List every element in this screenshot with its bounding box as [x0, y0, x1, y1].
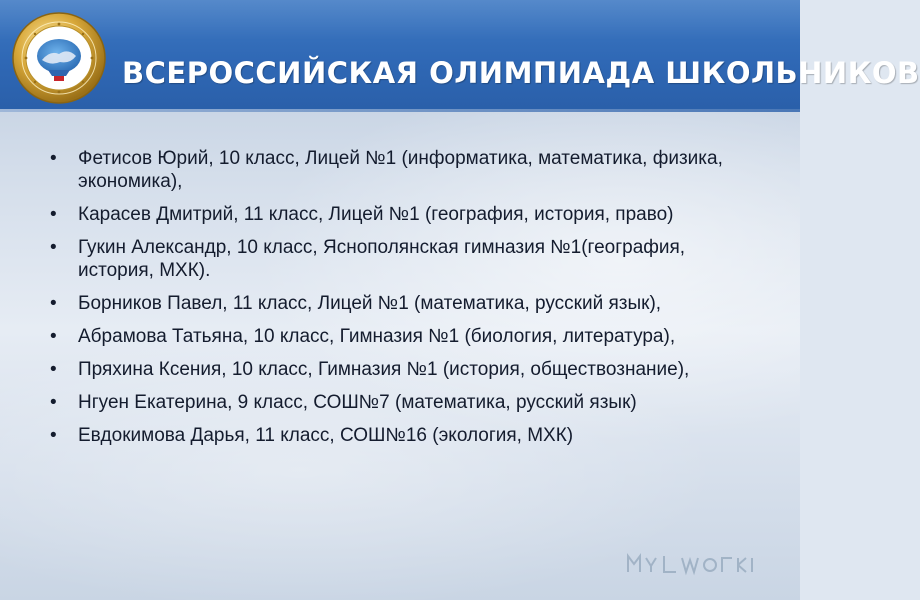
participant-text: Гукин Александр, 10 класс, Яснополянская гимназия №1(география, история, МХК).: [78, 237, 686, 281]
page-title: ВСЕРОССИЙСКАЯ ОЛИМПИАДА ШКОЛЬНИКОВ: [122, 56, 920, 90]
participant-text: Фетисов Юрий, 10 класс, Лицей №1 (информатика, математика, физика, экономика),: [78, 148, 723, 192]
list-item: [50, 325, 760, 348]
bullet: •: [50, 148, 57, 169]
bullet: •: [50, 425, 57, 446]
olympiad-emblem-icon: [10, 10, 108, 106]
bullet: •: [50, 293, 57, 314]
list-item: [50, 391, 760, 414]
list-item: [50, 358, 760, 381]
bullet: •: [50, 237, 57, 258]
bullet: •: [50, 392, 57, 413]
bullet: •: [50, 204, 57, 225]
participant-text: Карасев Дмитрий, 11 класс, Лицей №1 (география, история, право): [78, 204, 674, 225]
bullet: •: [50, 359, 57, 380]
bullet: •: [50, 326, 57, 347]
watermark-icon: [624, 548, 764, 576]
header-divider: [0, 109, 800, 112]
participant-list: [50, 147, 760, 457]
participant-text: Абрамова Татьяна, 10 класс, Гимназия №1 (биология, литература),: [78, 326, 676, 347]
participant-text: Нгуен Екатерина, 9 класс, СОШ№7 (математика, русский язык): [78, 392, 637, 413]
participant-text: Евдокимова Дарья, 11 класс, СОШ№16 (экология, МХК): [78, 425, 574, 446]
participant-text: Пряхина Ксения, 10 класс, Гимназия №1 (история, обществознание),: [78, 359, 690, 380]
list-item: [50, 236, 760, 282]
participant-text: Борников Павел, 11 класс, Лицей №1 (математика, русский язык),: [78, 293, 662, 314]
header-shine: [0, 0, 800, 40]
list-item: [50, 203, 760, 226]
header-banner: [0, 0, 920, 112]
list-item: [50, 147, 760, 193]
list-item: [50, 292, 760, 315]
list-item: [50, 424, 760, 447]
